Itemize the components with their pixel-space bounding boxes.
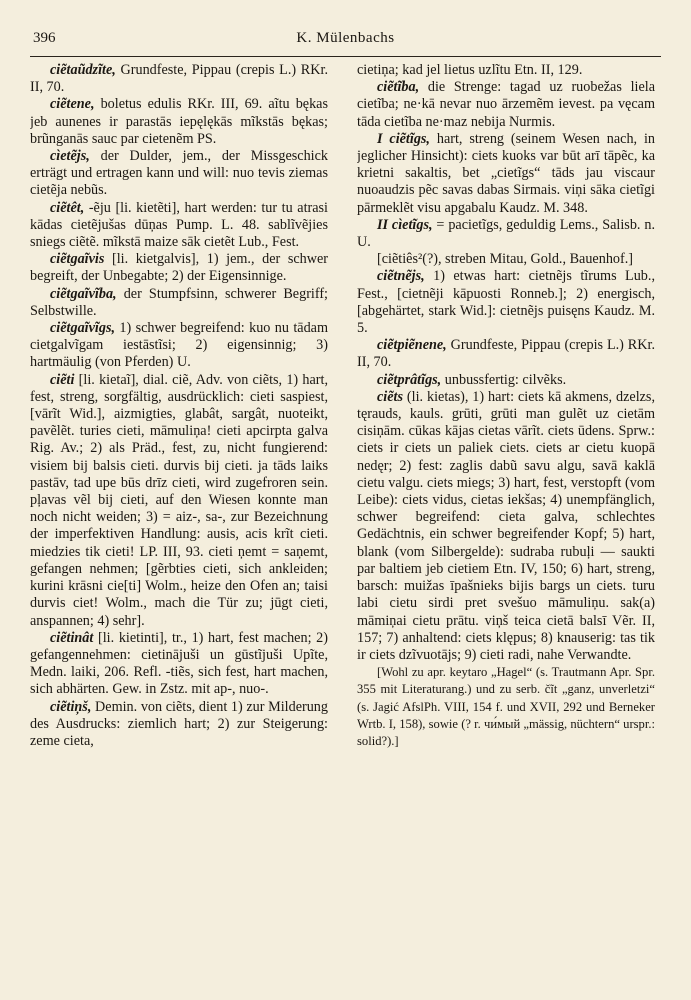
entry-text: cietiņa; kad jel lietus uzlĩtu Etn. II, 129. — [357, 62, 583, 78]
entry-headword: ciẽts — [377, 388, 403, 405]
running-head: K. Mülenbachs — [296, 30, 395, 46]
entry-headword: ciẽtiņš, — [50, 698, 92, 715]
entry-text: 1) etwas hart: cietnẽjs tĩrums Lub., Fest., [cietnẽji kāpuosti Ronneb.]; 2) energisch, [abgehärtet, stark Wid.]: cietnẽjs puisęns Kaudz. M. 5. — [357, 268, 655, 337]
entry-text: unbussfertig: cilvẽks. — [441, 371, 567, 388]
entry-headword: ciẽtgaĩvĩgs, — [50, 320, 116, 337]
entry-headword: ciẽtgaĩvĩba, — [50, 285, 117, 302]
entry-text: (li. kietas), 1) hart: ciets kā akmens, dzelzs, tęrauds, kauls. grūti, grūti man gulẽt uz cietām cisiņām. cūkas kājas cietas vārĩt. ciets ūdens. Sprw.: ciets ir ciets un paliek ciets. ciets ar cietu kuopā nedęr; 2) fest: zaglis dabũ savu algu, savā kaklā cietu valgu. ciets miegs; 3) hart, fest, verstopft (vom Leibe): ciets vidus, cietas iekšas; 4) unempfänglich, schwer begreifend: cieta galva, schlechtes Gedächtnis, ein schwer begreifender Kopf; 5) hart, blank (vom Silbergelde): sudraba rubuļi — saukti par baltiem jeb cietiem Etn. IV, 150; 6) hart, streng, barsch: muižas īpašnieks bijis bargs un ciets. turu labi cietu sirdi pret svešuo māmuliņu. sak(a) māmiņai cietu prātu. viņš teica cietā balsī Vẽr. II, 157; 7) anhaltend: ciets klępus; 8) knauserig: tas tik ir ciets dzĩvuotājs; 9) cieti radi, nahe Verwandte. — [357, 388, 655, 663]
left-column — [30, 62, 328, 987]
page-header — [30, 30, 661, 52]
entry — [30, 630, 328, 699]
entry-headword: cìetẽjs, — [50, 148, 90, 165]
entry — [357, 251, 655, 268]
entry — [30, 320, 328, 372]
entry-text: Grundfeste, Pippau (crepis L.) RKr. II, 70. — [30, 62, 328, 96]
entry-headword: ciẽtprâtĩgs, — [377, 371, 442, 388]
entry-text: Demin. von ciẽts, dient 1) zur Milderung des Ausdrucks: ziemlich hart; 2) zur Steigerung: zeme cieta, — [30, 698, 328, 749]
right-column — [357, 62, 655, 987]
entry-text: der Stumpfsinn, schwerer Begriff; Selbstwille. — [30, 285, 328, 319]
entry — [357, 389, 655, 664]
entry-text: = pacietĩgs, geduldig Lems., Salisb. n. U. — [357, 216, 655, 251]
entry-text: [li. kietinti], tr., 1) hart, fest machen; 2) gefangennehmen: cietinājuši un gūstĩjuši Upĩte, Medn. laiki, 206. Refl. -tiẽs, sich fest, hart machen, sich abhärten. Gew. in Zstz. mit ap-, nuo-. — [30, 629, 328, 698]
entry-text: Grundfeste, Pippau (crepis L.) RKr. II, 70. — [357, 337, 655, 371]
entry-text: die Strenge: tagad uz ruobežas liela cietĩba; ne·kā nevar nuo ārzemẽm ievest. pa vęcam tāda cietĩba ne·maz nebija Nurmis. — [357, 79, 655, 130]
entry — [357, 268, 655, 337]
entry-headword: ciẽti — [50, 371, 75, 388]
entry-continuation — [357, 62, 655, 79]
entry-text: [ciẽtiês²(?), streben Mitau, Gold., Bauenhof.] — [377, 251, 633, 268]
entry-text: der Dulder, jem., der Missgeschick erträgt und ertragen kann und will: nuo tevis ziemas cietẽja nebũs. — [30, 148, 328, 199]
entry-headword: ciẽtaũdzĩte, — [50, 62, 116, 78]
entry-headword: ciẽtnẽjs, — [377, 268, 425, 285]
entry-text: 1) schwer begreifend: kuo nu tādam cietgalvĩgam iestāstĩsi; 2) eigensinnig; 3) hartmäulig (von Pferden) U. — [30, 320, 328, 371]
entry — [30, 62, 328, 96]
entry-headword: ciẽtêt, — [50, 199, 85, 216]
entry — [357, 131, 655, 217]
entry — [30, 96, 328, 148]
entry-text: boletus edulis RKr. III, 69. aĩtu bękas jeb aunenes ir parastās iepęlękās mĩkstās bękas; brũnganās sauc par cietenẽm PS. — [30, 96, 328, 147]
etymology-text: [Wohl zu apr. keytaro „Hagel“ (s. Trautmann Apr. Spr. 355 mit Literaturang.) und zu serb. čĩt „ganz, unverletzi“ (s. Jagić AfslPh. VIII, 154 f. und XVII, 292 und Berneker Wrtb. I, 158), sowie (? r. чи́мый „mässig, nüchtern“ urspr.: solid?).] — [357, 665, 655, 748]
entry — [30, 200, 328, 252]
entry-headword: II cìetĩgs, — [377, 216, 433, 233]
header-rule — [30, 56, 661, 57]
entry-headword: ciẽtinât — [50, 629, 94, 646]
entry — [30, 286, 328, 320]
entry-headword: ciẽtgaĩvis — [50, 251, 105, 268]
page-number: 396 — [33, 30, 56, 46]
entry-headword: ciẽtpiẽnene, — [377, 337, 447, 354]
entry-text: [li. kietaĩ], dial. ciẽ, Adv. von ciẽts, 1) hart, fest, streng, sorgfältig, ausdrücklich: cieti saspiest, [vārĩt Wid.], aizmigties, glabât, sargât, nuoteikt, pavẽlẽt. turies cieti, māmuliņa! cieti apcirpta galva Rig. Av.; 2) als Präd., fest, zu, nicht fungierend: visiem bij balsis cieti. durvis bij cieti. ja tāds laiks pastāv, tad upe būs drīz cieti, wird zugefroren sein. pļavas vẽl bij cieti, auf den Wiesen konnte man noch nicht weiden; 3) = aiz-, sa-, zur Bezeichnung der imperfektiven Handlung: ausis, acis krĩt cieti. miedzies tik cieti! LP. III, 93. cieti ņemt = saņemt, gefangen nehmen; [gẽrbties cieti, sich ankleiden; kurini krāsni cie[ti] Wolm., heize den Ofen an; taisi durvis ciet! Wolm., mach die Tür zu; jūgt cieti, anspannen; 4) sehr]. — [30, 371, 328, 629]
entry — [357, 79, 655, 131]
entry-headword: ciẽtene, — [50, 96, 95, 113]
entry — [357, 372, 655, 389]
entry — [357, 337, 655, 371]
entry-headword: I ciẽtĩgs, — [377, 130, 430, 147]
entry-text: -ẽju [li. kietẽti], hart werden: tur tu atrasi kādas cietẽjušas dūņas Pump. L. 48. sablĩvẽjies sniegs ciẽtẽ. mĩkstā maize sāk cietẽt Lub., Fest. — [30, 199, 328, 251]
entry — [357, 217, 655, 251]
entry — [30, 148, 328, 200]
entry-headword: ciẽtĩba, — [377, 79, 420, 96]
etymology-note — [357, 664, 655, 750]
entry — [30, 372, 328, 630]
entry-text: [li. kietgalvis], 1) jem., der schwer begreift, der Unbegabte; 2) der Eigensinnige. — [30, 251, 328, 285]
entry — [30, 251, 328, 285]
entry — [30, 699, 328, 751]
entry-text: hart, streng (seinem Wesen nach, in jeglicher Hinsicht): ciets kuoks var būt arī tāpẽc, ka krietni sakaltis, bet „cietĩgs“ tāds jau viscaur nuoaudzis pẽc savas dabas Sirmais. viņi sāka cietĩgi pārmeklẽt visu apgabalu Kaudz. M. 348. — [357, 130, 655, 216]
